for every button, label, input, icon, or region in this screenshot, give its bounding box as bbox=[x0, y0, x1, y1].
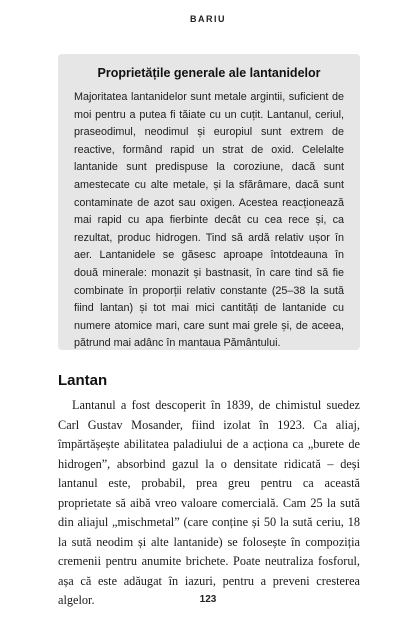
info-box-text: Majoritatea lantanidelor sunt metale argintii, suficient de moi pentru a putea fi tăiate cu un cuțit. Lantanul, ceriul, praseodimul, neodimul și europiul sunt extrem de reactive, formând rapid un strat de oxid. Celelalte lantanide sunt predispuse la coroziune, dacă sunt amestecate cu alte metale, și la sfărâmare, dacă sunt contaminate de azot sau oxigen. Acestea reacționează mai rapid cu apa fierbinte decât cu cea rece și, ca rezultat, produc hidrogen. Tind să ardă relativ ușor în aer. Lantanidele se găsesc aproape întotdeauna în două minerale: monazit și bastnasit, în care tind să fie combinate în proporții relativ constante (25–38 la sută fiind lantan) și tot mai mici cantități de lantanide cu numere atomice mari, care sunt mai grele și, de aceea, pătrund mai adânc în mantaua Pământului. bbox=[74, 91, 344, 350]
running-head: BARIU bbox=[190, 14, 226, 24]
section-heading: Lantan bbox=[58, 372, 108, 389]
info-box bbox=[58, 54, 360, 350]
body-paragraph: Lantanul a fost descoperit în 1839, de chimistul suedez Carl Gustav Mosander, fiind izolat în 1923. Ca aliaj, împărtășește abilitatea paladiului de a acționa ca „burete de hidrogen”, absorbind gazul la o densitate ridicată – deși lantanul este, probabil, prea greu pentru ca această proprietate să aibă vreo valoare comercială. Cam 25 la sută din aliajul „mischmetal” (care conține și 50 la sută ceriu, 18 la sută neodim și alte lantanide) se folosește în compoziția cremenii pentru anumite brichete. Poate neutraliza fosforul, așa că este adăugat în iazuri, pentru a preveni cresterea algelor. bbox=[58, 398, 360, 607]
info-box-title: Proprietățile generale ale lantanidelor bbox=[97, 66, 321, 80]
page-number: 123 bbox=[199, 594, 217, 605]
